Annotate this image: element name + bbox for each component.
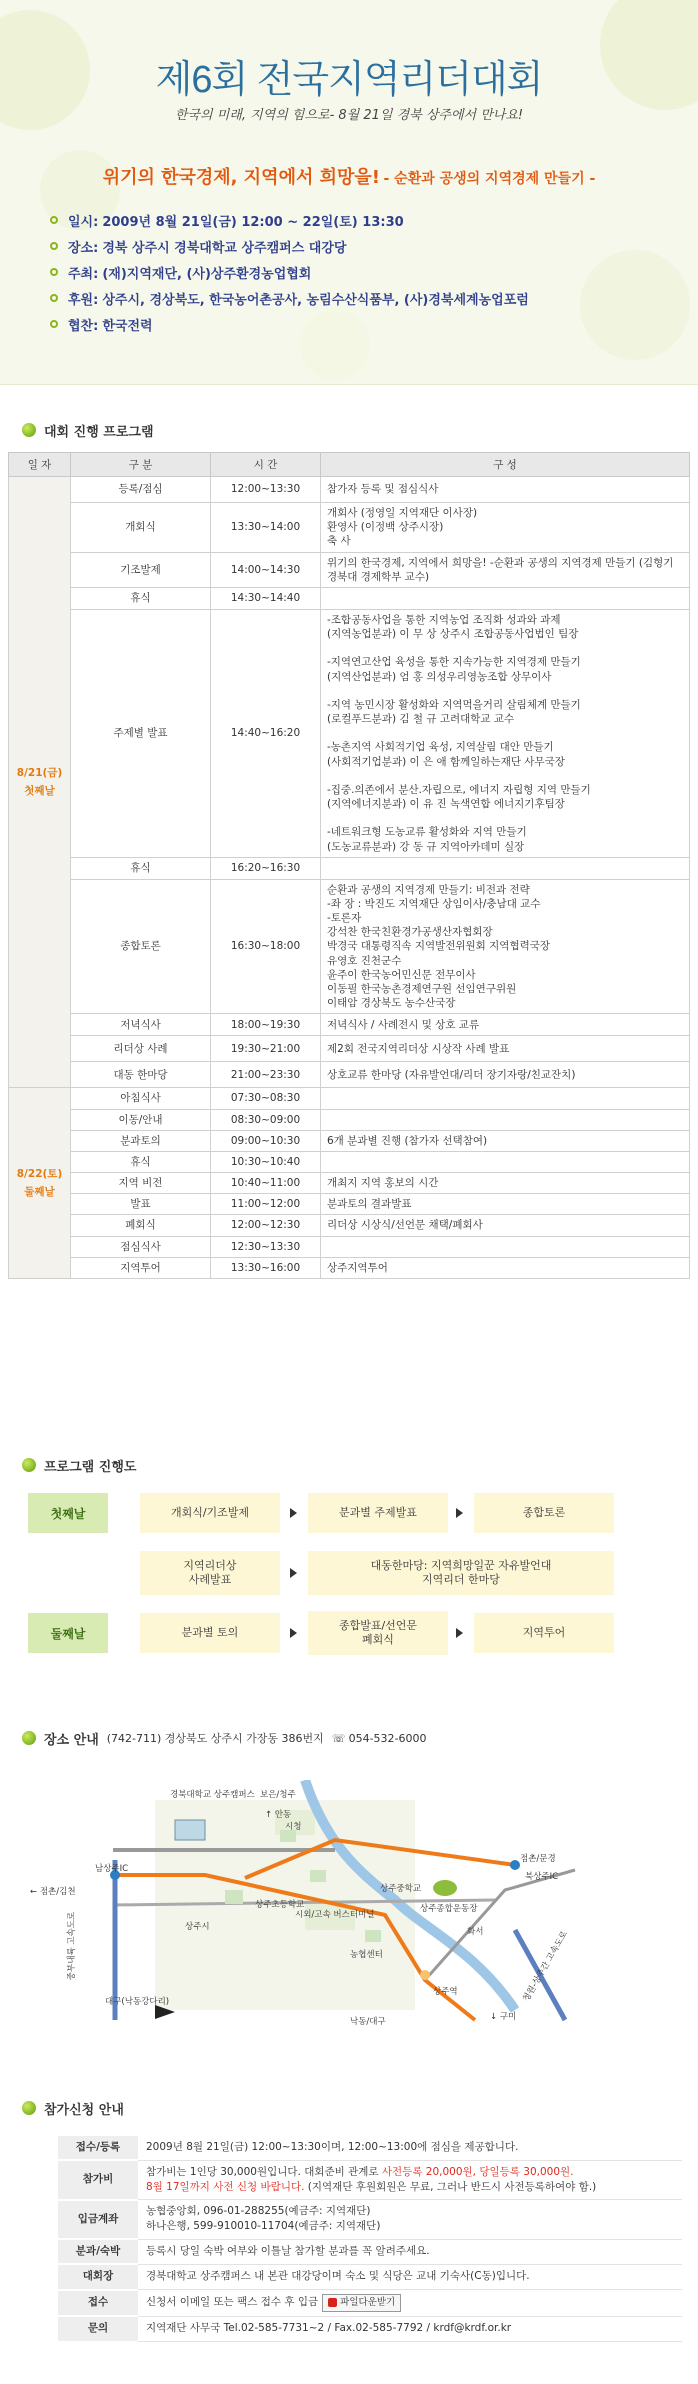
schedule-item-cell: 리더상 사례 bbox=[71, 1036, 211, 1062]
schedule-time-cell: 08:30~09:00 bbox=[211, 1109, 321, 1130]
map-label-office: 시청 bbox=[285, 1822, 302, 1832]
program-section-title bbox=[22, 420, 154, 440]
schedule-content-cell: 분과토의 결과발표 bbox=[321, 1194, 690, 1215]
schedule-content-cell: -조합공동사업을 통한 지역농업 조직화 성과와 과제 (지역농업분과) 이 무 상 상주시 조합공동사업법인 팀장 -지역연고산업 육성을 통한 지속가능한 지역경제 만들기 (지역산업분과) 엄 홍 의성우리영농조합 상무이사 -지역 농민시장 활성화와 지역먹을거리 살림체계 만들기 (로컬푸드분과) 김 철 규 고려대학교 교수 -농촌지역 사회적기업 육성, 지역살림 대안 만들기 (사회적기업분과) 이 은 애 함께일하는재단 사무국장 -집중.의존에서 분산.자립으로, 에너지 자립형 지역 만들기 (지역에너지분과) 이 유 진 녹색연합 에너지기후팀장 -네트워크형 도농교류 활성화와 지역 만들기 (도농교류분과) 강 동 규 지역아카데미 실장 bbox=[321, 609, 690, 857]
building-icon bbox=[365, 1930, 381, 1942]
reg-value bbox=[138, 2290, 682, 2317]
schedule-time-cell: 13:30~14:00 bbox=[211, 503, 321, 553]
fee-note: (지역재단 후원회원은 무료, 그러나 반드시 사전등록하여야 함.) bbox=[304, 2180, 597, 2193]
map-label-expressway: 청원-상주간 고속도로 bbox=[521, 1929, 570, 2004]
bullet-icon bbox=[50, 294, 58, 302]
table-row bbox=[9, 879, 690, 1014]
reg-row bbox=[58, 2239, 682, 2264]
map-label-boeun: 보은/청주 bbox=[260, 1790, 296, 1800]
map-label-kimchon: ← 점촌/김천 bbox=[30, 1887, 76, 1897]
table-row bbox=[9, 1130, 690, 1151]
flow-box-discussion: 종합토론 bbox=[474, 1493, 614, 1533]
info-value: 경북 상주시 경북대학교 상주캠퍼스 대강당 bbox=[102, 240, 347, 256]
schedule-time-cell: 10:30~10:40 bbox=[211, 1151, 321, 1172]
map-label-bukic: 북상주IC bbox=[525, 1872, 559, 1882]
section-title-text: 대회 진행 프로그램 bbox=[44, 424, 154, 440]
schedule-content-cell: 제2회 전국지역리더상 시상작 사례 발표 bbox=[321, 1036, 690, 1062]
schedule-item-cell: 점심식사 bbox=[71, 1236, 211, 1257]
map-label-terminal: 시외/고속 버스터미널 bbox=[295, 1910, 375, 1920]
col-header-content: 구 성 bbox=[321, 453, 690, 477]
bullet-icon bbox=[50, 320, 58, 328]
flow-box-award-cases: 지역리더상 사례발표 bbox=[140, 1551, 280, 1595]
schedule-item-cell: 종합토론 bbox=[71, 879, 211, 1014]
table-row bbox=[9, 477, 690, 503]
schedule-item-cell: 발표 bbox=[71, 1194, 211, 1215]
schedule-time-cell: 11:00~12:00 bbox=[211, 1194, 321, 1215]
map-label-daegu: 대구(낙동강다리) bbox=[105, 1997, 170, 2007]
day-date: 8/22(토) bbox=[16, 1167, 63, 1180]
schedule-time-cell: 19:30~21:00 bbox=[211, 1036, 321, 1062]
arrow-right-icon bbox=[456, 1628, 463, 1638]
map-label-school: 상주중학교 bbox=[380, 1884, 422, 1894]
location-address: (742-711) 경상북도 상주시 가장동 386번지 bbox=[106, 1732, 324, 1745]
reg-row bbox=[58, 2290, 682, 2317]
info-value: 상주시, 경상북도, 한국농어촌공사, 농림수산식품부, (사)경북세계농업포럼 bbox=[102, 292, 529, 308]
info-label: 일시: bbox=[68, 214, 99, 230]
reg-row bbox=[58, 2200, 682, 2239]
section-bullet-icon bbox=[22, 1458, 36, 1472]
schedule-item-cell: 휴식 bbox=[71, 857, 211, 879]
map-label-ic: 남상주IC bbox=[95, 1864, 129, 1874]
day-date: 8/21(금) bbox=[16, 766, 63, 779]
reg-value: 2009년 8월 21일(금) 12:00~13:30이며, 12:00~13:00에 점심을 제공합니다. bbox=[138, 2136, 682, 2160]
info-value: 2009년 8월 21일(금) 12:00 ~ 22일(토) 13:30 bbox=[102, 214, 404, 230]
flow-section-title bbox=[22, 1455, 136, 1475]
reg-value bbox=[138, 2160, 682, 2199]
schedule-item-cell: 지역투어 bbox=[71, 1257, 211, 1278]
slogan-main: 위기의 한국경제, 지역에서 희망을! bbox=[102, 167, 380, 188]
schedule-item-cell: 휴식 bbox=[71, 587, 211, 609]
reg-row bbox=[58, 2264, 682, 2289]
reg-key: 접수/등록 bbox=[58, 2136, 138, 2160]
reg-key: 참가비 bbox=[58, 2160, 138, 2199]
map-label-jeomchon: 점촌/문경 bbox=[520, 1854, 556, 1864]
schedule-content-cell bbox=[321, 1088, 690, 1109]
day-cell bbox=[9, 1088, 71, 1279]
schedule-content-cell bbox=[321, 857, 690, 879]
schedule-item-cell: 개회식 bbox=[71, 503, 211, 553]
program-flow-diagram bbox=[28, 1493, 668, 1698]
table-row bbox=[9, 1173, 690, 1194]
col-header-time: 시 간 bbox=[211, 453, 321, 477]
bullet-icon bbox=[50, 216, 58, 224]
schedule-content-cell: 참가자 등록 및 점심식사 bbox=[321, 477, 690, 503]
map-label-elementary: 상주초등학교 bbox=[255, 1900, 305, 1910]
schedule-time-cell: 10:40~11:00 bbox=[211, 1173, 321, 1194]
schedule-time-cell: 16:30~18:00 bbox=[211, 879, 321, 1014]
location-section-title bbox=[22, 1728, 427, 1748]
arrow-right-icon bbox=[290, 1628, 297, 1638]
flow-box-festival: 대동한마당: 지역희망일꾼 자유발언대 지역리더 한마당 bbox=[308, 1551, 614, 1595]
info-item-place bbox=[50, 233, 650, 259]
page-title: 제6회 전국지역리더대회 bbox=[155, 59, 543, 101]
table-header-row bbox=[9, 453, 690, 477]
table-row bbox=[9, 1215, 690, 1236]
map-label-stadium: 상주종합운동장 bbox=[420, 1904, 478, 1914]
schedule-item-cell: 주제별 발표 bbox=[71, 609, 211, 857]
stadium-icon bbox=[433, 1880, 457, 1896]
table-row bbox=[9, 1109, 690, 1130]
schedule-time-cell: 14:00~14:30 bbox=[211, 552, 321, 587]
schedule-content-cell bbox=[321, 1109, 690, 1130]
schedule-content-cell bbox=[321, 1151, 690, 1172]
map-drawing bbox=[95, 1780, 595, 2030]
slogan bbox=[0, 163, 698, 189]
map-label-nakdong: 낙동/대구 bbox=[350, 2017, 386, 2027]
info-value: 한국전력 bbox=[102, 318, 153, 334]
reg-value: 경북대학교 상주캠퍼스 내 본관 대강당이며 숙소 및 식당은 교내 기숙사(C동)입니다. bbox=[138, 2264, 682, 2289]
schedule-time-cell: 18:00~19:30 bbox=[211, 1014, 321, 1036]
day-label: 첫째날 bbox=[24, 785, 55, 798]
table-row bbox=[9, 1062, 690, 1088]
reg-key: 접수 bbox=[58, 2290, 138, 2317]
flow-day2-label: 둘째날 bbox=[28, 1613, 108, 1653]
phone-icon: ☏ bbox=[331, 1731, 346, 1745]
section-bullet-icon bbox=[22, 2101, 36, 2115]
registration-section-title bbox=[22, 2098, 124, 2118]
table-row bbox=[9, 1236, 690, 1257]
schedule-time-cell: 16:20~16:30 bbox=[211, 857, 321, 879]
reg-key: 분과/숙박 bbox=[58, 2239, 138, 2264]
schedule-time-cell: 21:00~23:30 bbox=[211, 1062, 321, 1088]
table-row bbox=[9, 1036, 690, 1062]
info-label: 장소: bbox=[68, 240, 99, 256]
info-item-host bbox=[50, 259, 650, 285]
info-item-partner bbox=[50, 311, 650, 337]
schedule-time-cell: 14:40~16:20 bbox=[211, 609, 321, 857]
schedule-item-cell: 저녁식사 bbox=[71, 1014, 211, 1036]
info-item-date bbox=[50, 207, 650, 233]
reg-value: 지역재단 사무국 Tel.02-585-7731~2 / Fax.02-585-7792 / krdf@krdf.or.kr bbox=[138, 2316, 682, 2341]
schedule-content-cell: 상주지역투어 bbox=[321, 1257, 690, 1278]
schedule-item-cell: 이동/안내 bbox=[71, 1109, 211, 1130]
map-label-highway: 중부내륙 고속도로 bbox=[67, 1911, 78, 1981]
schedule-time-cell: 14:30~14:40 bbox=[211, 587, 321, 609]
info-item-sponsor bbox=[50, 285, 650, 311]
schedule-item-cell: 휴식 bbox=[71, 1151, 211, 1172]
schedule-time-cell: 07:30~08:30 bbox=[211, 1088, 321, 1109]
schedule-time-cell: 13:30~16:00 bbox=[211, 1257, 321, 1278]
day-cell bbox=[9, 477, 71, 1088]
ic-marker-icon bbox=[510, 1860, 520, 1870]
section-bullet-icon bbox=[22, 1731, 36, 1745]
section-title-text: 프로그램 진행도 bbox=[44, 1459, 137, 1475]
file-download-label: 파일다운받기 bbox=[340, 2297, 396, 2309]
map-label-agriculture: 농협센터 bbox=[350, 1950, 383, 1960]
reg-value: 등록시 당일 숙박 여부와 이틀날 참가할 분과를 꼭 알려주세요. bbox=[138, 2239, 682, 2264]
flow-box-presentations: 분과별 주제발표 bbox=[308, 1493, 448, 1533]
flow-box-closing: 종합발표/선언문 폐회식 bbox=[308, 1611, 448, 1655]
reg-key: 대회장 bbox=[58, 2264, 138, 2289]
location-map bbox=[30, 1780, 595, 2030]
reg-key: 문의 bbox=[58, 2316, 138, 2341]
schedule-item-cell: 기조발제 bbox=[71, 552, 211, 587]
schedule-content-cell: 6개 분과별 진행 (참가자 선택참여) bbox=[321, 1130, 690, 1151]
schedule-content-cell: 리더상 시상식/선언문 채택/폐회사 bbox=[321, 1215, 690, 1236]
location-phone: 054-532-6000 bbox=[348, 1731, 427, 1745]
map-label-gumi: ↓ 구미 bbox=[490, 2012, 517, 2022]
reg-row bbox=[58, 2136, 682, 2160]
table-row bbox=[9, 1088, 690, 1109]
schedule-time-cell: 09:00~10:30 bbox=[211, 1130, 321, 1151]
arrow-right-icon bbox=[290, 1508, 297, 1518]
map-label-north: ↑ 안동 bbox=[265, 1810, 292, 1820]
info-value: (재)지역재단, (사)상주환경농업협회 bbox=[102, 266, 312, 282]
info-label: 후원: bbox=[68, 292, 99, 308]
fee-deadline: 8월 17일까지 사전 신청 바랍니다. bbox=[146, 2180, 305, 2193]
table-row bbox=[9, 1257, 690, 1278]
map-label-hwaseo: 화서 bbox=[467, 1927, 484, 1937]
building-icon bbox=[310, 1870, 326, 1882]
page-subtitle: 한국의 미래, 지역의 힘으로- 8월 21일 경북 상주에서 만나요! bbox=[174, 108, 524, 123]
slogan-sub: - 순환과 공생의 지역경제 만들기 - bbox=[383, 171, 596, 187]
schedule-content-cell: 위기의 한국경제, 지역에서 희망을! -순환과 공생의 지역경제 만들기 (김형기 경북대 경제학부 교수) bbox=[321, 552, 690, 587]
schedule-time-cell: 12:00~12:30 bbox=[211, 1215, 321, 1236]
registration-table bbox=[58, 2136, 682, 2343]
map-label-station: 상주역 bbox=[433, 1987, 458, 1997]
bullet-icon bbox=[50, 268, 58, 276]
flow-box-group-talk: 분과별 토의 bbox=[140, 1613, 280, 1653]
table-row bbox=[9, 503, 690, 553]
building-icon bbox=[225, 1890, 243, 1904]
schedule-content-cell: 개회사 (정영일 지역재단 이사장) 환영사 (이정백 상주시장) 축 사 bbox=[321, 503, 690, 553]
schedule-item-cell: 대동 한마당 bbox=[71, 1062, 211, 1088]
apply-text: 신청서 이메일 또는 팩스 접수 후 입금 bbox=[146, 2296, 319, 2309]
section-title-text: 참가신청 안내 bbox=[44, 2102, 124, 2118]
table-row bbox=[9, 1014, 690, 1036]
file-download-button[interactable] bbox=[322, 2294, 401, 2312]
info-label: 주최: bbox=[68, 266, 99, 282]
schedule-table bbox=[8, 452, 690, 1279]
map-label-campus: 경북대학교 상주캠퍼스 bbox=[170, 1790, 255, 1800]
schedule-time-cell: 12:30~13:30 bbox=[211, 1236, 321, 1257]
col-header-item: 구 분 bbox=[71, 453, 211, 477]
schedule-item-cell: 등록/점심 bbox=[71, 477, 211, 503]
schedule-item-cell: 아침식사 bbox=[71, 1088, 211, 1109]
table-row bbox=[9, 857, 690, 879]
schedule-time-cell: 12:00~13:30 bbox=[211, 477, 321, 503]
schedule-content-cell: 순환과 공생의 지역경제 만들기: 비전과 전략 -좌 장 : 박진도 지역재단 상임이사/충남대 교수 -토론자 강석찬 한국친환경가공생산자협회장 박경국 대통령직속 지역발전위원회 지역협력국장 유영호 진천군수 윤주이 한국농어민신문 전무이사 이동필 한국농촌경제연구원 선임연구위원 이태암 경상북도 농수산국장 bbox=[321, 879, 690, 1014]
col-header-date: 일 자 bbox=[9, 453, 71, 477]
reg-value: 농협중앙회, 096-01-288255(예금주: 지역재단) 하나은행, 599-910010-11704(예금주: 지역재단) bbox=[138, 2200, 682, 2239]
arrow-right-icon bbox=[290, 1568, 297, 1578]
event-info-list bbox=[50, 207, 650, 337]
section-bullet-icon bbox=[22, 423, 36, 437]
campus-building-icon bbox=[175, 1820, 205, 1840]
table-row bbox=[9, 552, 690, 587]
flow-day1-label: 첫째날 bbox=[28, 1493, 108, 1533]
schedule-item-cell: 지역 비전 bbox=[71, 1173, 211, 1194]
reg-key: 입금계좌 bbox=[58, 2200, 138, 2239]
map-label-city: 상주시 bbox=[185, 1922, 210, 1932]
schedule-content-cell bbox=[321, 587, 690, 609]
reg-row bbox=[58, 2160, 682, 2199]
schedule-body bbox=[9, 477, 690, 1279]
station-icon bbox=[420, 1970, 430, 1980]
fee-text: 참가비는 1인당 30,000원입니다. 대회준비 관계로 bbox=[146, 2165, 382, 2178]
schedule-content-cell: 개최지 지역 홍보의 시간 bbox=[321, 1173, 690, 1194]
section-title-text: 장소 안내 bbox=[44, 1732, 99, 1748]
schedule-item-cell: 분과토의 bbox=[71, 1130, 211, 1151]
schedule-item-cell: 폐회식 bbox=[71, 1215, 211, 1236]
reg-row bbox=[58, 2316, 682, 2341]
bullet-icon bbox=[50, 242, 58, 250]
arrow-right-icon bbox=[456, 1508, 463, 1518]
table-row bbox=[9, 609, 690, 857]
fee-highlight: 사전등록 20,000원, 당일등록 30,000원. bbox=[381, 2165, 574, 2178]
table-row bbox=[9, 1151, 690, 1172]
table-row bbox=[9, 1194, 690, 1215]
flow-box-opening: 개회식/기조발제 bbox=[140, 1493, 280, 1533]
day-label: 둘째날 bbox=[24, 1186, 55, 1199]
schedule-content-cell: 저녁식사 / 사례전시 및 상호 교류 bbox=[321, 1014, 690, 1036]
info-label: 협찬: bbox=[68, 318, 99, 334]
schedule-content-cell: 상호교류 한마당 (자유발언대/리더 장기자랑/친교잔치) bbox=[321, 1062, 690, 1088]
schedule-content-cell bbox=[321, 1236, 690, 1257]
flow-box-tour: 지역투어 bbox=[474, 1613, 614, 1653]
download-icon bbox=[328, 2298, 337, 2307]
event-banner bbox=[0, 0, 698, 385]
table-row bbox=[9, 587, 690, 609]
